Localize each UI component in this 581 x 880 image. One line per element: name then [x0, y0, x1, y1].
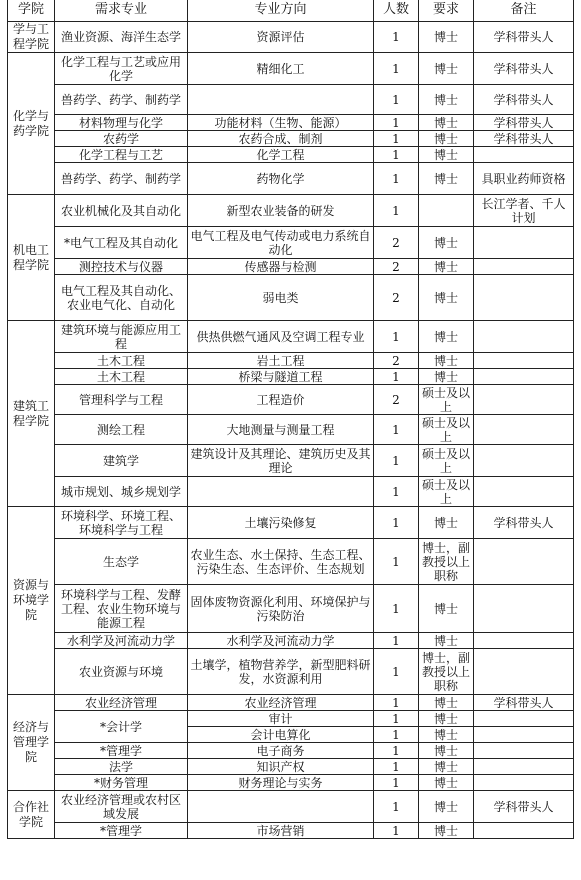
requirement-cell: 博士，副教授以上职称	[419, 539, 474, 585]
count-cell: 1	[374, 369, 419, 385]
direction-cell: 大地测量与测量工程	[188, 415, 374, 445]
requirement-cell: 博士	[419, 585, 474, 633]
header-count: 人数	[374, 0, 419, 22]
count-cell: 1	[374, 163, 419, 195]
direction-cell: 固体废物资源化利用、环境保护与污染防治	[188, 585, 374, 633]
table-row	[8, 823, 574, 839]
major-cell: *会计学	[55, 711, 188, 743]
direction-cell: 药物化学	[188, 163, 374, 195]
count-cell: 1	[374, 115, 419, 131]
count-cell: 1	[374, 131, 419, 147]
remark-cell: 学科带头人	[474, 695, 574, 711]
table-row	[8, 163, 574, 195]
count-cell: 1	[374, 507, 419, 539]
direction-cell: 弱电类	[188, 275, 374, 321]
remark-cell	[474, 321, 574, 353]
major-cell: 材料物理与化学	[55, 115, 188, 131]
table-row	[8, 227, 574, 259]
count-cell: 1	[374, 477, 419, 507]
requirement-cell: 博士	[419, 115, 474, 131]
major-cell: 环境科学、环境工程、环境科学与工程	[55, 507, 188, 539]
requirement-cell: 博士，副教授以上职称	[419, 649, 474, 695]
requirement-cell: 博士	[419, 759, 474, 775]
remark-cell: 学科带头人	[474, 131, 574, 147]
recruitment-table	[7, 0, 574, 839]
remark-cell: 学科带头人	[474, 507, 574, 539]
count-cell: 1	[374, 195, 419, 227]
requirement-cell: 博士	[419, 633, 474, 649]
table-row	[8, 22, 574, 53]
direction-cell	[188, 791, 374, 823]
remark-cell	[474, 369, 574, 385]
requirement-cell: 博士	[419, 53, 474, 85]
requirement-cell: 博士	[419, 227, 474, 259]
direction-cell: 电子商务	[188, 743, 374, 759]
major-cell: 农业经济管理	[55, 695, 188, 711]
direction-cell: 工程造价	[188, 385, 374, 415]
header-major: 需求专业	[55, 0, 188, 22]
header-school: 学院	[8, 0, 55, 22]
remark-cell	[474, 743, 574, 759]
direction-cell: 功能材料（生物、能源）	[188, 115, 374, 131]
school-cell: 化学与药学院	[8, 53, 55, 195]
requirement-cell: 博士	[419, 823, 474, 839]
remark-cell: 学科带头人	[474, 85, 574, 115]
table-row	[8, 695, 574, 711]
remark-cell	[474, 759, 574, 775]
requirement-cell: 博士	[419, 275, 474, 321]
requirement-cell: 硕士及以上	[419, 415, 474, 445]
direction-cell	[188, 85, 374, 115]
major-cell: 农业机械化及其自动化	[55, 195, 188, 227]
major-cell: 水利学及河流动力学	[55, 633, 188, 649]
table-row	[8, 321, 574, 353]
requirement-cell: 博士	[419, 85, 474, 115]
remark-cell	[474, 259, 574, 275]
remark-cell	[474, 633, 574, 649]
remark-cell: 学科带头人	[474, 791, 574, 823]
major-cell: 城市规划、城乡规划学	[55, 477, 188, 507]
major-cell: 建筑环境与能源应用工程	[55, 321, 188, 353]
table-row	[8, 711, 574, 727]
direction-cell: 农业生态、水土保持、生态工程、污染生态、生态评价、生态规划	[188, 539, 374, 585]
count-cell: 1	[374, 711, 419, 727]
requirement-cell: 博士	[419, 507, 474, 539]
requirement-cell: 博士	[419, 711, 474, 727]
count-cell: 2	[374, 259, 419, 275]
direction-cell: 财务理论与实务	[188, 775, 374, 791]
table-row	[8, 259, 574, 275]
count-cell: 1	[374, 823, 419, 839]
school-cell: 经济与管理学院	[8, 695, 55, 791]
count-cell: 1	[374, 321, 419, 353]
direction-cell: 桥梁与隧道工程	[188, 369, 374, 385]
major-cell: 化学工程与工艺或应用化学	[55, 53, 188, 85]
count-cell: 1	[374, 539, 419, 585]
direction-cell: 传感器与检测	[188, 259, 374, 275]
remark-cell: 学科带头人	[474, 22, 574, 53]
count-cell: 2	[374, 353, 419, 369]
table-body	[8, 22, 574, 839]
major-cell: 渔业资源、海洋生态学	[55, 22, 188, 53]
major-cell: *财务管理	[55, 775, 188, 791]
major-cell: 农药学	[55, 131, 188, 147]
requirement-cell: 博士	[419, 259, 474, 275]
requirement-cell: 博士	[419, 353, 474, 369]
remark-cell	[474, 353, 574, 369]
remark-cell	[474, 275, 574, 321]
count-cell: 1	[374, 147, 419, 163]
major-cell: 土木工程	[55, 369, 188, 385]
table-row	[8, 791, 574, 823]
major-cell: 建筑学	[55, 445, 188, 477]
count-cell: 2	[374, 385, 419, 415]
remark-cell	[474, 227, 574, 259]
direction-cell: 供热供燃气通风及空调工程专业	[188, 321, 374, 353]
remark-cell	[474, 415, 574, 445]
direction-cell: 化学工程	[188, 147, 374, 163]
count-cell: 1	[374, 649, 419, 695]
remark-cell	[474, 147, 574, 163]
remark-cell	[474, 477, 574, 507]
count-cell: 1	[374, 759, 419, 775]
table-row	[8, 195, 574, 227]
requirement-cell: 博士	[419, 321, 474, 353]
direction-cell: 电气工程及电气传动或电力系统自动化	[188, 227, 374, 259]
count-cell: 1	[374, 445, 419, 477]
direction-cell: 土壤学，植物营养学，新型肥料研发，水资源利用	[188, 649, 374, 695]
table-row	[8, 743, 574, 759]
count-cell: 1	[374, 695, 419, 711]
table-row	[8, 415, 574, 445]
major-cell: 测控技术与仪器	[55, 259, 188, 275]
table-row	[8, 85, 574, 115]
school-cell: 学与工程学院	[8, 22, 55, 53]
major-cell: *管理学	[55, 743, 188, 759]
requirement-cell: 博士	[419, 131, 474, 147]
requirement-cell: 博士	[419, 369, 474, 385]
count-cell: 1	[374, 22, 419, 53]
remark-cell	[474, 649, 574, 695]
direction-cell: 资源评估	[188, 22, 374, 53]
remark-cell	[474, 585, 574, 633]
table-row	[8, 649, 574, 695]
table-row	[8, 477, 574, 507]
remark-cell: 学科带头人	[474, 53, 574, 85]
table-row	[8, 369, 574, 385]
count-cell: 2	[374, 227, 419, 259]
major-cell: 法学	[55, 759, 188, 775]
direction-cell: 农业经济管理	[188, 695, 374, 711]
remark-cell	[474, 445, 574, 477]
major-cell: 农业经济管理或农村区域发展	[55, 791, 188, 823]
table-row	[8, 353, 574, 369]
major-cell: 电气工程及其自动化、农业电气化、自动化	[55, 275, 188, 321]
table-row	[8, 275, 574, 321]
requirement-cell: 硕士及以上	[419, 385, 474, 415]
requirement-cell: 硕士及以上	[419, 477, 474, 507]
count-cell: 1	[374, 791, 419, 823]
direction-cell: 水利学及河流动力学	[188, 633, 374, 649]
table-row	[8, 445, 574, 477]
direction-cell: 岩土工程	[188, 353, 374, 369]
count-cell: 1	[374, 53, 419, 85]
header-direction: 专业方向	[188, 0, 374, 22]
direction-cell: 农药合成、制剂	[188, 131, 374, 147]
school-cell: 建筑工程学院	[8, 321, 55, 507]
major-cell: 农业资源与环境	[55, 649, 188, 695]
header-remark: 备注	[474, 0, 574, 22]
table-row	[8, 115, 574, 131]
table-row	[8, 539, 574, 585]
table-row	[8, 147, 574, 163]
table-row	[8, 385, 574, 415]
count-cell: 1	[374, 585, 419, 633]
remark-cell	[474, 385, 574, 415]
table-row	[8, 131, 574, 147]
table-row	[8, 775, 574, 791]
direction-cell: 知识产权	[188, 759, 374, 775]
requirement-cell: 博士	[419, 147, 474, 163]
requirement-cell: 硕士及以上	[419, 445, 474, 477]
count-cell: 1	[374, 415, 419, 445]
remark-cell	[474, 823, 574, 839]
direction-cell: 土壤污染修复	[188, 507, 374, 539]
major-cell: 化学工程与工艺	[55, 147, 188, 163]
count-cell: 1	[374, 775, 419, 791]
major-cell: 兽药学、药学、制药学	[55, 163, 188, 195]
major-cell: 土木工程	[55, 353, 188, 369]
count-cell: 1	[374, 743, 419, 759]
school-cell: 合作社学院	[8, 791, 55, 839]
requirement-cell: 博士	[419, 163, 474, 195]
direction-cell	[188, 477, 374, 507]
major-cell: *电气工程及其自动化	[55, 227, 188, 259]
major-cell: 兽药学、药学、制药学	[55, 85, 188, 115]
major-cell: 生态学	[55, 539, 188, 585]
major-cell: 环境科学与工程、发酵工程、农业生物环境与能源工程	[55, 585, 188, 633]
requirement-cell: 博士	[419, 743, 474, 759]
table-row	[8, 633, 574, 649]
remark-cell: 学科带头人	[474, 115, 574, 131]
school-cell: 机电工程学院	[8, 195, 55, 321]
direction-cell: 精细化工	[188, 53, 374, 85]
table-row	[8, 53, 574, 85]
count-cell: 1	[374, 633, 419, 649]
major-cell: *管理学	[55, 823, 188, 839]
major-cell: 管理科学与工程	[55, 385, 188, 415]
requirement-cell: 博士	[419, 695, 474, 711]
requirement-cell: 博士	[419, 775, 474, 791]
remark-cell: 具职业药师资格	[474, 163, 574, 195]
requirement-cell: 博士	[419, 791, 474, 823]
header-requirement: 要求	[419, 0, 474, 22]
requirement-cell: 博士	[419, 727, 474, 743]
remark-cell	[474, 539, 574, 585]
count-cell: 1	[374, 85, 419, 115]
remark-cell	[474, 711, 574, 727]
school-cell: 资源与环境学院	[8, 507, 55, 695]
direction-cell: 市场营销	[188, 823, 374, 839]
direction-cell: 审计	[188, 711, 374, 727]
table-row	[8, 585, 574, 633]
direction-cell: 会计电算化	[188, 727, 374, 743]
remark-cell	[474, 775, 574, 791]
requirement-cell: 博士	[419, 22, 474, 53]
direction-cell: 建筑设计及其理论、建筑历史及其理论	[188, 445, 374, 477]
major-cell: 测绘工程	[55, 415, 188, 445]
table-row	[8, 507, 574, 539]
remark-cell: 长江学者、千人计划	[474, 195, 574, 227]
count-cell: 2	[374, 275, 419, 321]
requirement-cell	[419, 195, 474, 227]
direction-cell: 新型农业装备的研发	[188, 195, 374, 227]
remark-cell	[474, 727, 574, 743]
header-row	[8, 0, 574, 22]
count-cell: 1	[374, 727, 419, 743]
table-row	[8, 759, 574, 775]
